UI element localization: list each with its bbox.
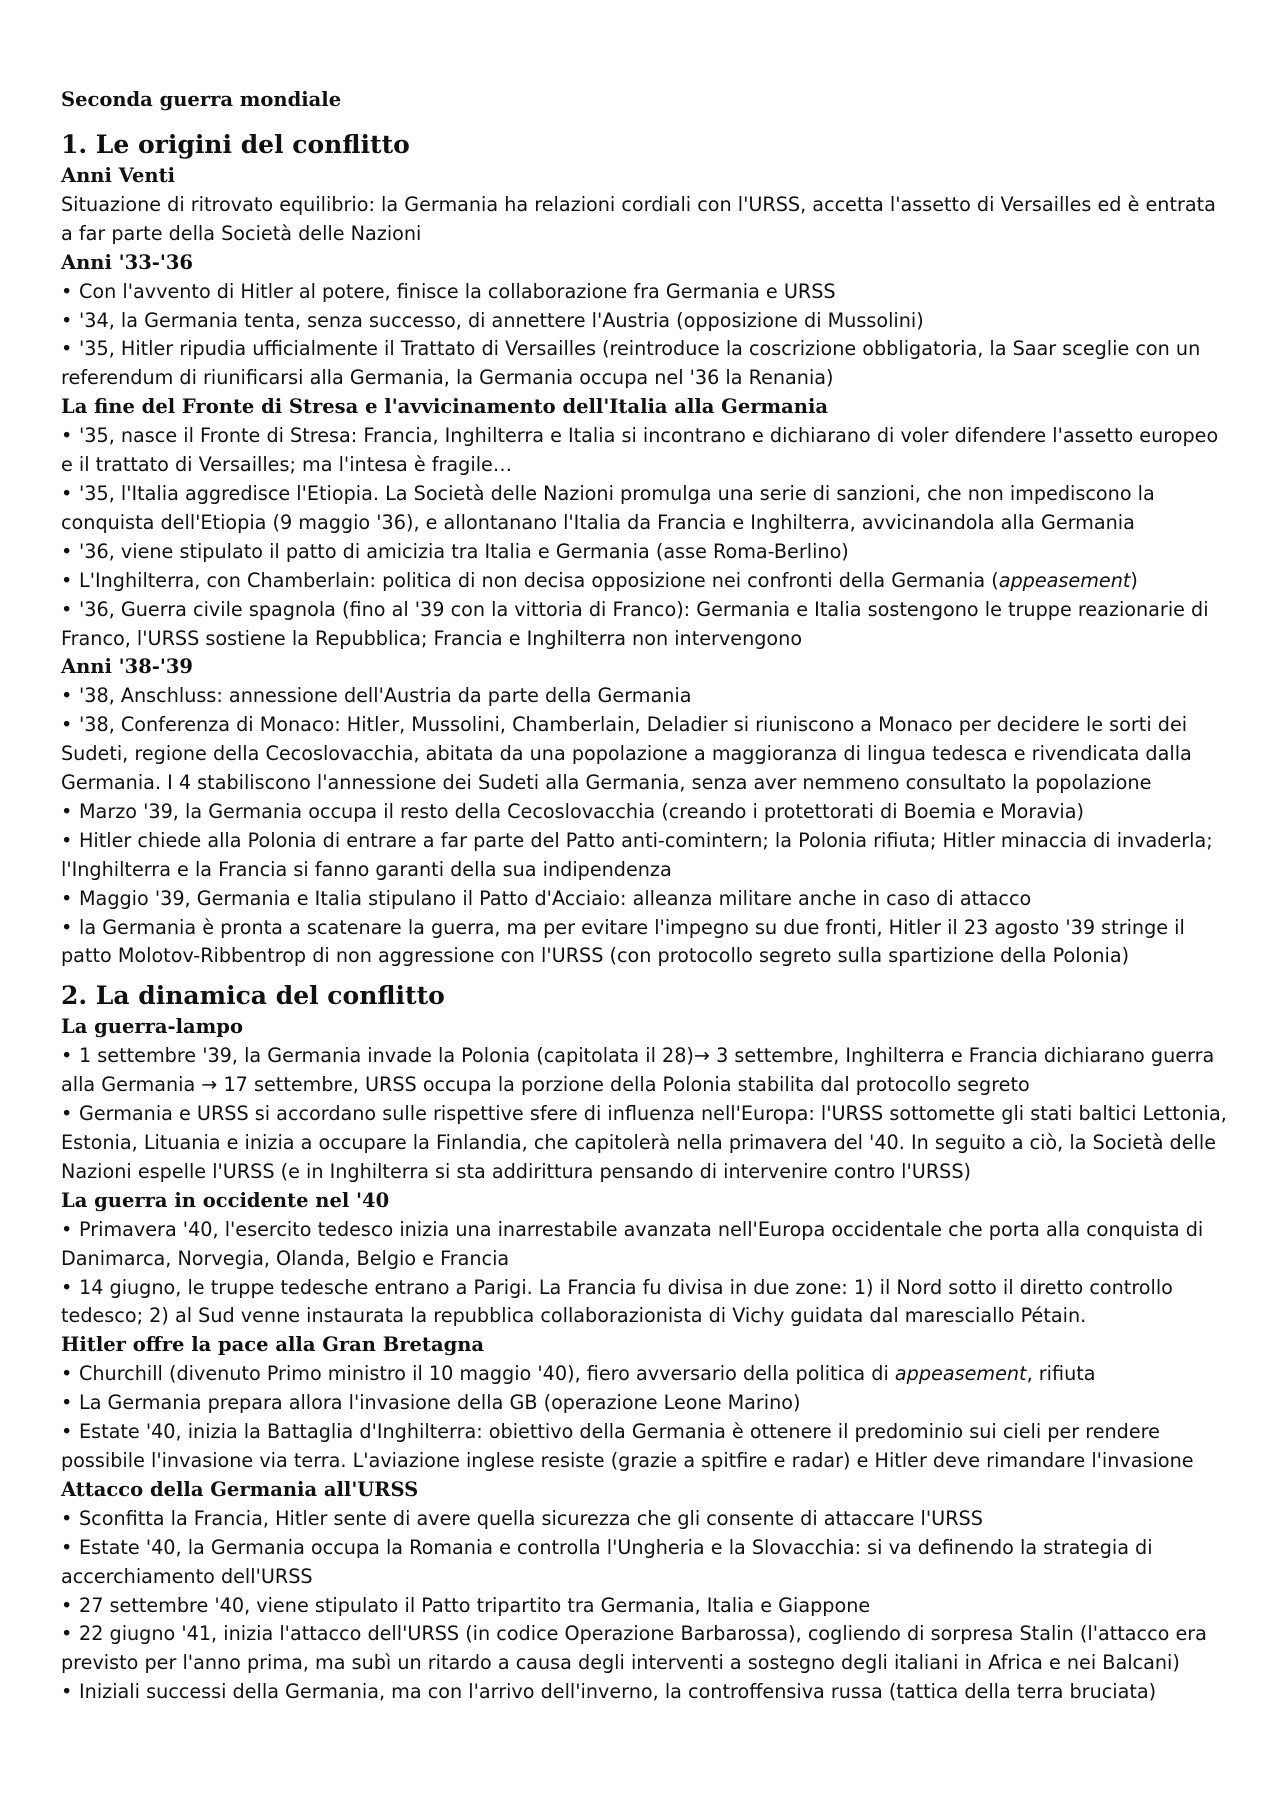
list-item [61, 1620, 1229, 1678]
list-item-text-before: L'Inghilterra, con Chamberlain: politica di non decisa opposizione nei confronti della Germania ( [79, 568, 999, 592]
subsection-heading-pace-gran-bretagna: Hitler offre la pace alla Gran Bretagna [61, 1333, 485, 1357]
list-item [61, 1592, 1229, 1621]
list-item-text: Iniziali successi della Germania, ma con l'arrivo dell'inverno, la controffensiva russa (tattica della terra bruciata) [79, 1680, 1157, 1704]
list-item [61, 538, 1229, 567]
bullet-icon: • [61, 279, 73, 303]
bullet-icon: • [61, 915, 73, 939]
bullet-icon: • [61, 828, 73, 852]
bullet-icon: • [61, 799, 73, 823]
section-origini [61, 128, 1229, 971]
list-item [61, 1389, 1229, 1418]
bullet-icon: • [61, 684, 73, 708]
bullet-list [61, 278, 1229, 394]
bullet-icon: • [61, 1593, 73, 1617]
bullet-icon: • [61, 1275, 73, 1299]
bullet-icon: • [61, 713, 73, 737]
bullet-icon: • [61, 568, 73, 592]
italic-term: appeasement [894, 1362, 1027, 1386]
list-item-text: Sconfitta la Francia, Hitler sente di avere quella sicurezza che gli consente di attaccare l'URSS [79, 1506, 983, 1530]
bullet-list [61, 1216, 1229, 1332]
section-heading: 2. La dinamica del conflitto [61, 981, 445, 1011]
list-item-text: '36, Guerra civile spagnola (fino al '39 con la vittoria di Franco): Germania e Italia sostengono le truppe reazionarie di Franco, l'URSS sostiene la Repubblica; Francia e Inghilterra non intervengono [61, 597, 1209, 650]
list-item [61, 1534, 1229, 1592]
list-item [61, 567, 1229, 596]
list-item [61, 307, 1229, 336]
list-item [61, 798, 1229, 827]
list-item-text-before: Churchill (divenuto Primo ministro il 10 maggio '40), fiero avversario della politica di [79, 1362, 895, 1386]
list-item-text: 27 settembre '40, viene stipulato il Patto tripartito tra Germania, Italia e Giappone [79, 1593, 871, 1617]
bullet-icon: • [61, 886, 73, 910]
bullet-icon: • [61, 1102, 73, 1126]
list-item-text: La Germania prepara allora l'invasione della GB (operazione Leone Marino) [79, 1391, 801, 1415]
section-dinamica [61, 979, 1229, 1707]
subsection-heading-anni-venti: Anni Venti [61, 164, 176, 187]
bullet-list [61, 422, 1229, 653]
list-item [61, 711, 1229, 798]
list-item [61, 335, 1229, 393]
bullet-icon: • [61, 597, 73, 621]
list-item-text: Estate '40, inizia la Battaglia d'Inghilterra: obiettivo della Germania è ottenere il predominio sui cieli per rendere possibile l'invasione via terra. L'aviazione inglese resiste (grazie a spitfire e radar) e Hitler deve rimandare l'invasione [61, 1420, 1194, 1472]
paragraph-anni-venti: Situazione di ritrovato equilibrio: la Germania ha relazioni cordiali con l'URSS, accetta l'assetto di Versailles ed è entrata a far parte della Società delle Nazioni [61, 192, 1216, 245]
bullet-list [61, 1505, 1229, 1707]
bullet-icon: • [61, 337, 73, 361]
bullet-icon: • [61, 1420, 73, 1444]
section-heading: 1. Le origini del conflitto [61, 130, 410, 159]
document-page [61, 86, 1229, 1707]
list-item-text: '38, Anschluss: annessione dell'Austria da parte della Germania [79, 684, 692, 708]
list-item [61, 480, 1229, 538]
bullet-icon: • [61, 1044, 73, 1068]
italic-term: appeasement [998, 568, 1131, 592]
subsection-heading-anni-33-36: Anni '33-'36 [61, 250, 193, 274]
list-item-text: Primavera '40, l'esercito tedesco inizia una inarrestabile avanzata nell'Europa occidentale che porta alla conquista di Danimarca, Norvegia, Olanda, Belgio e Francia [61, 1217, 1204, 1270]
list-item-text: 1 settembre '39, la Germania invade la Polonia (capitolata il 28)→ 3 settembre, Inghilterra e Francia dichiarano guerra alla Germania → 17 settembre, URSS occupa la porzione della Polonia stabilita dal protocollo segreto [61, 1044, 1215, 1097]
bullet-icon: • [61, 1391, 73, 1415]
list-item [61, 596, 1229, 654]
list-item-text: '38, Conferenza di Monaco: Hitler, Mussolini, Chamberlain, Deladier si riuniscono a Monaco per decidere le sorti dei Sudeti, regione della Cecoslovacchia, abitata da una popolazione a maggioranza di lingua tedesca e rivendicata dalla Germania. I 4 stabiliscono l'annessione dei Sudeti alla Germania, senza aver nemmeno consultato la popolazione [61, 713, 1192, 795]
subsection-heading-anni-38-39: Anni '38-'39 [61, 655, 193, 679]
bullet-icon: • [61, 1217, 73, 1241]
list-item-text: 22 giugno '41, inizia l'attacco dell'URSS (in codice Operazione Barbarossa), cogliendo di sorpresa Stalin (l'attacco era previsto per l'anno prima, ma subì un ritardo a causa degli interventi a sostegno degli italiani in Africa e nei Balcani) [61, 1622, 1207, 1675]
bullet-list [61, 1042, 1229, 1187]
list-item [61, 1678, 1229, 1707]
bullet-icon: • [61, 1362, 73, 1386]
list-item [61, 1100, 1229, 1187]
list-item [61, 914, 1229, 972]
bullet-icon: • [61, 308, 73, 332]
list-item-text: 14 giugno, le truppe tedesche entrano a Parigi. La Francia fu divisa in due zone: 1) il Nord sotto il diretto controllo tedesco; 2) al Sud venne instaurata la repubblica collaborazionista di Vichy guidata dal maresciallo Pétain. [61, 1275, 1173, 1328]
subsection-heading-guerra-occidente: La guerra in occidente nel '40 [61, 1188, 390, 1212]
list-item-text: '34, la Germania tenta, senza successo, di annettere l'Austria (opposizione di Mussolini) [79, 308, 924, 332]
bullet-icon: • [61, 1535, 73, 1559]
bullet-icon: • [61, 1680, 73, 1704]
list-item [61, 885, 1229, 914]
list-item [61, 422, 1229, 480]
document-title: Seconda guerra mondiale [61, 88, 342, 111]
list-item-text-after: ) [1130, 568, 1138, 592]
list-item-text: la Germania è pronta a scatenare la guerra, ma per evitare l'impegno su due fronti, Hitler il 23 agosto '39 stringe il patto Molotov-Ribbentrop di non aggressione con l'URSS (con protocollo segreto sulla spartizione della Polonia) [61, 915, 1185, 968]
list-item [61, 1216, 1229, 1274]
list-item [61, 1418, 1229, 1476]
bullet-list [61, 1360, 1229, 1476]
bullet-list [61, 682, 1229, 971]
subsection-heading-guerra-lampo: La guerra-lampo [61, 1015, 243, 1039]
list-item-text: Marzo '39, la Germania occupa il resto della Cecoslovacchia (creando i protettorati di Boemia e Moravia) [79, 799, 1085, 823]
bullet-icon: • [61, 424, 73, 448]
list-item-text: Maggio '39, Germania e Italia stipulano il Patto d'Acciaio: alleanza militare anche in caso di attacco [79, 886, 1032, 910]
list-item-text: Con l'avvento di Hitler al potere, finisce la collaborazione fra Germania e URSS [79, 279, 836, 303]
bullet-icon: • [61, 1622, 73, 1646]
subsection-heading-fronte-stresa: La fine del Fronte di Stresa e l'avvicinamento dell'Italia alla Germania [61, 395, 829, 419]
list-item [61, 1505, 1229, 1534]
list-item [61, 1360, 1229, 1389]
list-item [61, 1274, 1229, 1332]
list-item-text: '35, l'Italia aggredisce l'Etiopia. La Società delle Nazioni promulga una serie di sanzioni, che non impediscono la conquista dell'Etiopia (9 maggio '36), e allontanano l'Italia da Francia e Inghilterra, avvicinandola alla Germania [61, 481, 1155, 534]
list-item-text: Hitler chiede alla Polonia di entrare a far parte del Patto anti-comintern; la Polonia rifiuta; Hitler minaccia di invaderla; l'Inghilterra e la Francia si fanno garanti della sua indipendenza [61, 828, 1213, 881]
bullet-icon: • [61, 481, 73, 505]
list-item-text: Germania e URSS si accordano sulle rispettive sfere di influenza nell'Europa: l'URSS sottomette gli stati baltici Lettonia, Estonia, Lituania e inizia a occupare la Finlandia, che capitolerà nella primavera del '40. In seguito a ciò, la Società delle Nazioni espelle l'URSS (e in Inghilterra si sta addirittura pensando di intervenire contro l'URSS) [61, 1102, 1227, 1183]
list-item-text: '35, Hitler ripudia ufficialmente il Trattato di Versailles (reintroduce la coscrizione obbligatoria, la Saar sceglie con un referendum di riunificarsi alla Germania, la Germania occupa nel '36 la Renania) [61, 337, 1201, 390]
list-item [61, 827, 1229, 885]
bullet-icon: • [61, 539, 73, 563]
list-item [61, 682, 1229, 711]
subsection-heading-attacco-urss: Attacco della Germania all'URSS [61, 1477, 419, 1501]
list-item-text-after: , rifiuta [1026, 1362, 1096, 1386]
list-item-text: Estate '40, la Germania occupa la Romania e controlla l'Ungheria e la Slovacchia: si va definendo la strategia di accerchiamento dell'URSS [61, 1535, 1153, 1588]
list-item-text: '36, viene stipulato il patto di amicizia tra Italia e Germania (asse Roma-Berlino) [79, 539, 849, 563]
list-item [61, 278, 1229, 307]
list-item-text: '35, nasce il Fronte di Stresa: Francia, Inghilterra e Italia si incontrano e dichiarano di voler difendere l'assetto europeo e il trattato di Versailles; ma l'intesa è fragile… [61, 424, 1219, 477]
list-item [61, 1042, 1229, 1100]
bullet-icon: • [61, 1506, 73, 1530]
